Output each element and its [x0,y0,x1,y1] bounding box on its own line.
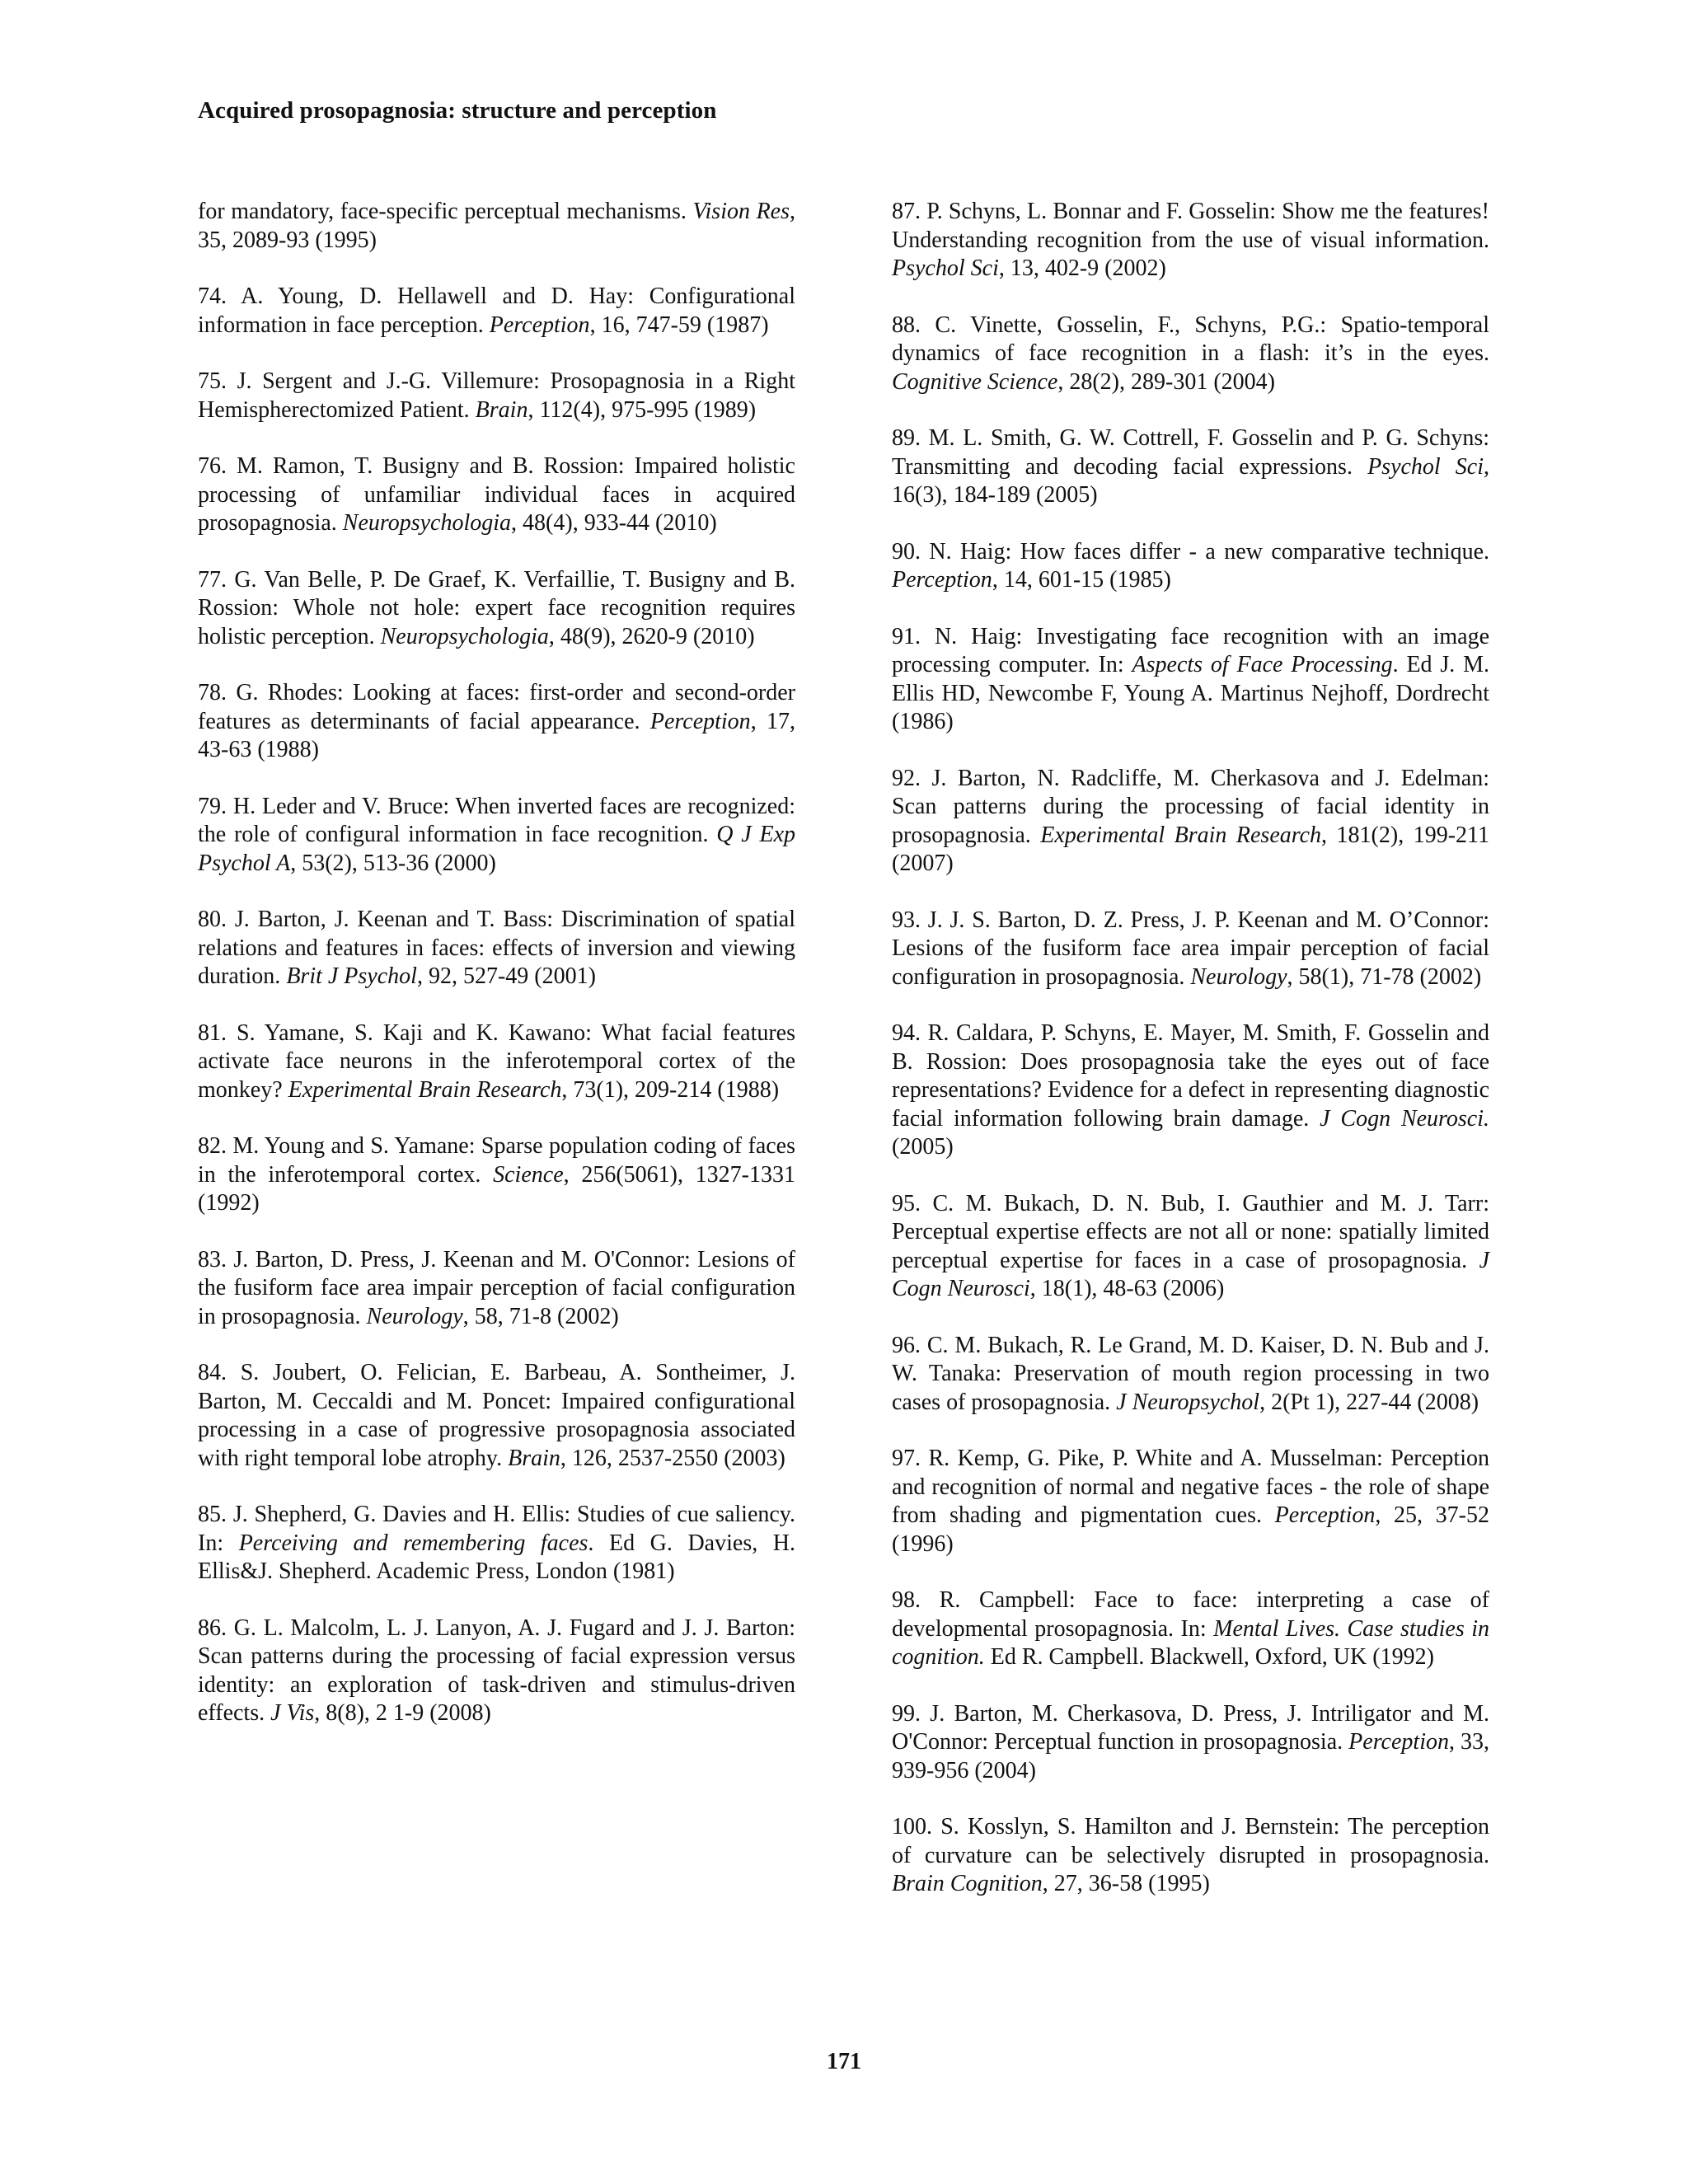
reference-entry [198,906,795,991]
reference-text: 89. M. L. Smith, G. W. Cottrell, F. Gosselin and P. G. Schyns: Transmitting and decoding facial expressions. [892,425,1489,480]
reference-source: J Cogn Neurosci. [1320,1105,1490,1132]
reference-text: 85. J. Shepherd, G. Davies and H. Ellis: Studies of cue saliency. In: [198,1502,795,1556]
reference-details: , 256(5061), 1327-1331 (1992) [198,1161,795,1216]
reference-source: Perception [1274,1502,1376,1528]
reference-source: Neuropsychologia [380,623,549,649]
reference-source: Neuropsychologia [342,510,512,536]
reference-source: Perceiving and remembering faces [238,1530,588,1556]
reference-details: , 126, 2537-2550 (2003) [560,1445,785,1471]
reference-entry [198,452,795,538]
reference-text: 94. R. Caldara, P. Schyns, E. Mayer, M. Smith, F. Gosselin and B. Rossion: Does prosopagnosia take the eyes out of face representations? Evidence for a defect in representing diagnostic facial information following brain damage. [892,1020,1489,1132]
reference-text: 81. S. Yamane, S. Kaji and K. Kawano: What facial features activate face neurons in the inferotemporal cortex of the monkey? [198,1019,795,1103]
reference-source: J Vis [270,1700,315,1726]
reference-source: Mental Lives. Case studies in cognition. [892,1615,1489,1670]
reference-details: . Ed G. Davies, H. Ellis&J. Shepherd. Academic Press, London (1981) [198,1530,795,1584]
reference-source: Q J Exp Psychol A [198,822,795,876]
reference-entry [892,424,1489,510]
reference-entry [198,283,795,340]
reference-text: 92. J. Barton, N. Radcliffe, M. Cherkasova and J. Edelman: Scan patterns during the processing of facial identity in prosopagnosia. [892,765,1489,848]
reference-entry [892,765,1489,879]
reference-source: Neurology [1190,963,1287,990]
reference-source: Perception [649,708,751,734]
reference-text: 79. H. Leder and V. Bruce: When inverted faces are recognized: the role of configural information in face recognition. [198,793,795,847]
reference-source: J Cogn Neurosci [892,1247,1489,1301]
reference-text: 100. S. Kosslyn, S. Hamilton and J. Bernstein: The perception of curvature can be selectively disrupted in prosopagnosia. [892,1814,1489,1868]
reference-entry [892,1813,1489,1899]
reference-details: , 92, 527-49 (2001) [416,963,596,989]
reference-details: , 58, 71-8 (2002) [462,1303,619,1329]
reference-source: Perception [1348,1729,1449,1755]
references-left-column [198,198,795,1756]
reference-text: 86. G. L. Malcolm, L. J. Lanyon, A. J. Fugard and J. J. Barton: Scan patterns during the processing of facial expression versus identity: an exploration of task-driven and stimulus-driven effects. [198,1615,795,1726]
reference-entry [198,1359,795,1473]
reference-entry [198,198,795,255]
reference-entry [892,1586,1489,1672]
reference-source: Vision Res [692,199,790,224]
reference-text: 77. G. Van Belle, P. De Graef, K. Verfaillie, T. Busigny and B. Rossion: Whole not hole: expert face recognition requires holistic perception. [198,566,795,649]
reference-text: 74. A. Young, D. Hellawell and D. Hay: Configurational information in face perception. [198,284,795,338]
reference-entry [892,1445,1489,1558]
references-right-column [892,198,1489,1927]
reference-source: Perception [489,312,590,338]
page-number: 171 [827,2049,861,2074]
reference-text: 97. R. Kemp, G. Pike, P. White and A. Musselman: Perception and recognition of normal and negative faces - the role of shape from shading and pigmentation cues. [892,1446,1489,1528]
reference-text: 82. M. Young and S. Yamane: Sparse population coding of faces in the inferotemporal cortex. [198,1133,795,1188]
reference-details: Ed R. Campbell. Blackwell, Oxford, UK (1992) [984,1644,1434,1670]
reference-text: 76. M. Ramon, T. Busigny and B. Rossion: Impaired holistic processing of unfamiliar individual faces in acquired prosopagnosia. [198,453,795,536]
reference-source: J Neuropsychol [1116,1389,1260,1415]
reference-source: Science [493,1161,564,1188]
reference-source: Perception [892,567,992,593]
reference-entry [198,566,795,652]
reference-entry [892,538,1489,595]
reference-text: 91. N. Haig: Investigating face recognition with an image processing computer. In: [892,623,1489,677]
reference-entry [892,198,1489,284]
reference-details: , 53(2), 513-36 (2000) [290,850,496,876]
reference-details: , 28(2), 289-301 (2004) [1057,368,1275,395]
reference-entry [198,1246,795,1332]
reference-details: , 48(9), 2620-9 (2010) [548,623,755,649]
reference-source: Cognitive Science [892,368,1058,395]
reference-text: 87. P. Schyns, L. Bonnar and F. Gosselin: Show me the features! Understanding recognition from the use of visual information. [892,199,1489,253]
reference-details: (2005) [892,1134,954,1160]
reference-entry [198,1132,795,1218]
reference-text: 90. N. Haig: How faces differ - a new comparative technique. [892,538,1489,565]
reference-details: , 13, 402-9 (2002) [998,255,1166,281]
reference-text: 78. G. Rhodes: Looking at faces: first-order and second-order features as determinants of facial appearance. [198,680,795,734]
reference-source: Experimental Brain Research [1040,822,1322,848]
reference-entry [892,1190,1489,1304]
reference-entry [198,368,795,424]
reference-entry [198,679,795,765]
reference-entry [892,1332,1489,1418]
reference-details: , 181(2), 199-211 (2007) [892,822,1489,876]
reference-details: , 48(4), 933-44 (2010) [511,510,717,536]
reference-details: , 16, 747-59 (1987) [589,312,769,338]
reference-source: Brain [475,396,528,423]
reference-source: Experimental Brain Research [288,1076,562,1103]
reference-entry [198,1615,795,1728]
reference-source: Neurology [366,1303,463,1329]
reference-text: 80. J. Barton, J. Keenan and T. Bass: Discrimination of spatial relations and features in faces: effects of inversion and viewing duration. [198,907,795,989]
reference-text: 88. C. Vinette, Gosselin, F., Schyns, P.G.: Spatio-temporal dynamics of face recognition in a flash: it’s in the eyes. [892,312,1489,366]
reference-details: , 35, 2089-93 (1995) [198,199,795,253]
reference-details: , 2(Pt 1), 227-44 (2008) [1259,1389,1479,1415]
reference-details: , 14, 601-15 (1985) [992,567,1171,593]
reference-details: , 27, 36-58 (1995) [1042,1871,1210,1896]
reference-details: , 112(4), 975-995 (1989) [528,396,757,423]
reference-source: Brain Cognition [892,1871,1043,1896]
reference-text: 84. S. Joubert, O. Felician, E. Barbeau, A. Sontheimer, J. Barton, M. Ceccaldi and M. Poncet: Impaired configurational processing in a case of progressive prosopagnosia associated with right temporal lobe atrophy. [198,1360,795,1471]
reference-details: . Ed J. M. Ellis HD, Newcombe F, Young A. Martinus Nejhoff, Dordrecht (1986) [892,652,1489,734]
reference-entry [892,623,1489,737]
reference-entry [892,907,1489,992]
reference-source: Psychol Sci [892,255,999,281]
reference-details: , 18(1), 48-63 (2006) [1029,1276,1225,1301]
reference-details: , 25, 37-52 (1996) [892,1502,1490,1557]
reference-text: 99. J. Barton, M. Cherkasova, D. Press, J. Intriligator and M. O'Connor: Perceptual function in prosopagnosia. [892,1700,1489,1755]
reference-details: , 58(1), 71-78 (2002) [1287,963,1482,990]
reference-entry [892,1700,1489,1786]
reference-entry [892,1019,1489,1162]
reference-text: 83. J. Barton, D. Press, J. Keenan and M. O'Connor: Lesions of the fusiform face area impair perception of facial configuration in prosopagnosia. [198,1246,795,1329]
reference-entry [198,793,795,879]
reference-text: 75. J. Sergent and J.-G. Villemure: Prosopagnosia in a Right Hemispherectomized Patient. [198,368,795,423]
reference-details: , 17, 43-63 (1988) [198,708,796,762]
running-head: Acquired prosopagnosia: structure and perception [198,97,717,124]
reference-text: 98. R. Campbell: Face to face: interpreting a case of developmental prosopagnosia. In: [892,1587,1489,1642]
reference-details: , 8(8), 2 1-9 (2008) [314,1700,491,1726]
reference-source: Brain [508,1445,560,1471]
reference-text: 93. J. J. S. Barton, D. Z. Press, J. P. Keenan and M. O’Connor: Lesions of the fusiform face area impair perception of facial configuration in prosopagnosia. [892,907,1489,990]
reference-text: 96. C. M. Bukach, R. Le Grand, M. D. Kaiser, D. N. Bub and J. W. Tanaka: Preservation of mouth region processing in two cases of prosopagnosia. [892,1332,1489,1415]
reference-entry [198,1019,795,1105]
reference-details: , 33, 939-956 (2004) [892,1729,1490,1783]
reference-text: for mandatory, face-specific perceptual mechanisms. [198,199,693,224]
reference-text: 95. C. M. Bukach, D. N. Bub, I. Gauthier and M. J. Tarr: Perceptual expertise effects are not all or none: spatially limited perceptual expertise for faces in a case of prosopagnosia. [892,1190,1489,1273]
reference-details: , 73(1), 209-214 (1988) [561,1076,780,1103]
reference-entry [892,312,1489,397]
reference-source: Brit J Psychol [286,963,417,989]
reference-entry [198,1501,795,1586]
reference-details: , 16(3), 184-189 (2005) [892,453,1490,508]
reference-source: Aspects of Face Processing [1132,652,1393,677]
reference-source: Psychol Sci [1367,453,1484,480]
